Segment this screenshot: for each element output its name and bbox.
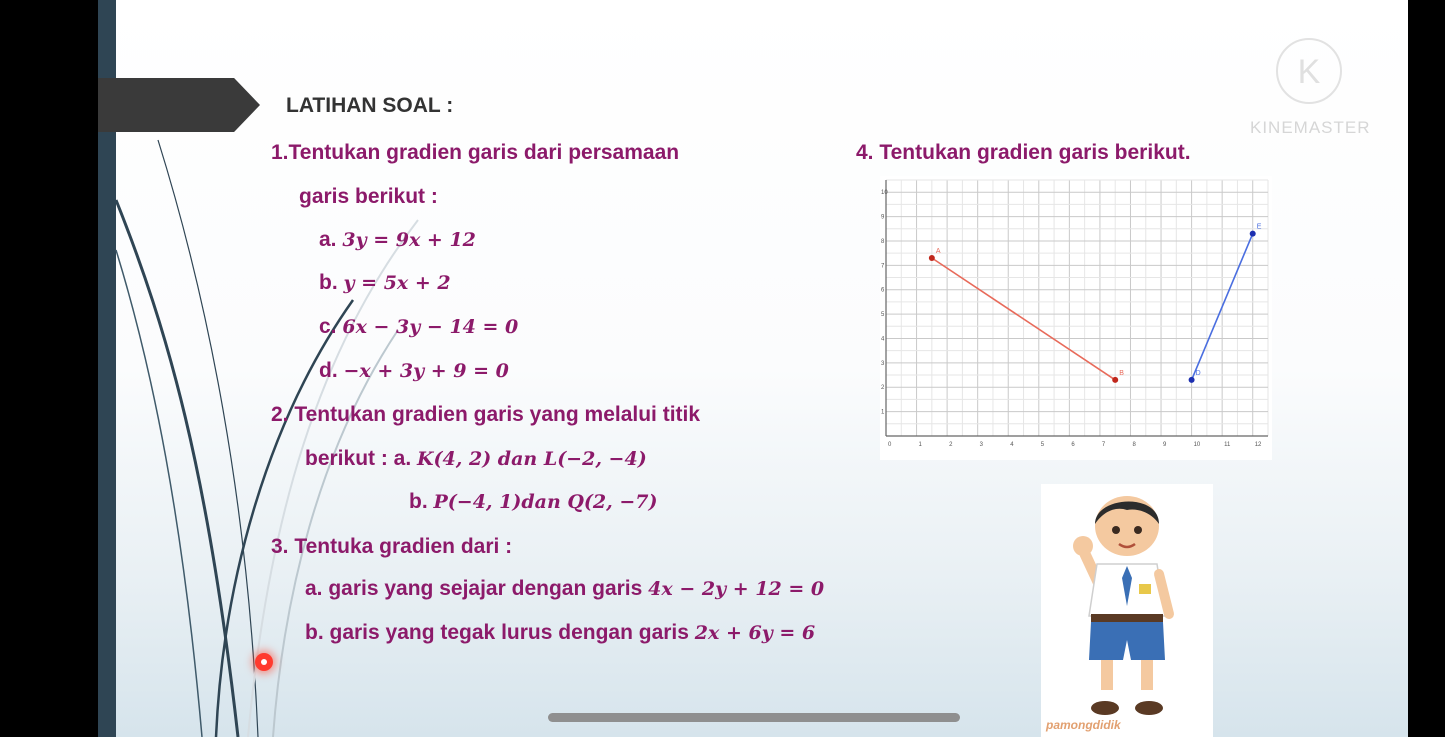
y-tick-label: 4	[881, 336, 885, 343]
q3-line-a	[305, 577, 824, 601]
q2-line2	[305, 447, 647, 471]
q1-line2: garis berikut :	[299, 185, 438, 208]
x-tick-label: 5	[1040, 442, 1045, 448]
x-tick-label: 12	[1254, 442, 1262, 448]
point-b	[1112, 377, 1118, 383]
q2-line3-prefix: b.	[409, 490, 434, 513]
x-tick-label: 3	[979, 442, 984, 448]
q3-line-b	[305, 621, 815, 645]
slide	[98, 0, 1408, 737]
q4-line1: 4. Tentukan gradien garis berikut.	[856, 141, 1191, 164]
q1-item-a-label: a.	[319, 228, 343, 251]
x-tick-label: 11	[1224, 442, 1231, 448]
kinemaster-logo-icon: K	[1276, 38, 1342, 104]
slide-title: LATIHAN SOAL :	[286, 94, 454, 117]
student-illustration	[1041, 484, 1213, 737]
x-tick-label: 1	[918, 442, 922, 448]
q1-item-c-label: c.	[319, 315, 343, 338]
y-tick-label: 1	[881, 409, 885, 416]
x-tick-label: 4	[1010, 442, 1014, 448]
x-tick-label: 2	[949, 442, 953, 448]
x-tick-label: 6	[1071, 442, 1075, 448]
q3-line1: 3. Tentuka gradien dari :	[271, 535, 513, 558]
point-a	[929, 255, 935, 261]
x-tick-label: 9	[1163, 442, 1167, 448]
title-tab	[98, 78, 260, 132]
coordinate-graph	[880, 176, 1272, 460]
q1-item-b	[319, 271, 451, 295]
record-indicator-icon	[255, 653, 273, 671]
x-tick-label: 8	[1132, 442, 1136, 448]
coordinate-graph-svg	[880, 176, 1272, 460]
q3-a-prefix: a. garis yang sejajar dengan garis	[305, 577, 649, 600]
y-tick-label: 5	[881, 312, 885, 319]
student-figure	[1041, 484, 1213, 737]
q3-a-math: 4x − 2y + 12 = 0	[648, 578, 825, 600]
y-tick-label: 6	[881, 287, 885, 294]
y-tick-label: 2	[881, 385, 885, 392]
x-tick-label: 7	[1101, 442, 1106, 448]
y-tick-label: 8	[881, 238, 885, 245]
y-tick-label: 10	[881, 190, 888, 197]
y-tick-label: 7	[881, 263, 885, 270]
y-tick-label: 9	[881, 214, 885, 221]
q1-item-d-math: −x + 3y + 9 = 0	[343, 360, 509, 382]
q3-b-math: 2x + 6y = 6	[694, 622, 816, 644]
q1-item-d-label: d.	[319, 359, 344, 382]
q1-line1: 1.Tentukan gradien garis dari persamaan	[271, 141, 680, 164]
q2-line2-math: K(4, 2) dan L(−2, −4)	[417, 448, 647, 470]
q1-item-b-math: y = 5x + 2	[343, 272, 451, 294]
pamongdidik-watermark: pamongdidik	[1046, 718, 1121, 732]
q1-item-b-label: b.	[319, 271, 344, 294]
point-e	[1250, 231, 1256, 237]
x-tick-label: 0	[888, 442, 892, 448]
point-label-a: A	[935, 248, 941, 256]
home-indicator-bar[interactable]	[548, 713, 960, 722]
point-label-b: B	[1119, 369, 1124, 377]
y-tick-label: 3	[881, 360, 885, 367]
q2-line3-math: P(−4, 1)dan Q(2, −7)	[433, 491, 658, 513]
x-tick-label: 10	[1193, 442, 1201, 448]
q1-item-c-math: 6x − 3y − 14 = 0	[342, 316, 519, 338]
q1-item-a-math: 3y = 9x + 12	[342, 229, 476, 251]
q1-item-d	[319, 359, 509, 383]
kinemaster-watermark: KINEMASTER	[1250, 118, 1371, 137]
q2-line3	[409, 490, 658, 514]
point-label-e: E	[1256, 223, 1262, 231]
q3-b-prefix: b. garis yang tegak lurus dengan garis	[305, 621, 695, 644]
point-d	[1189, 377, 1195, 383]
q2-line2-prefix: berikut : a.	[305, 447, 418, 470]
q1-item-a	[319, 228, 476, 252]
q2-line1: 2. Tentukan gradien garis yang melalui titik	[271, 403, 701, 426]
point-label-d: D	[1195, 369, 1201, 377]
q1-item-c	[319, 315, 518, 339]
